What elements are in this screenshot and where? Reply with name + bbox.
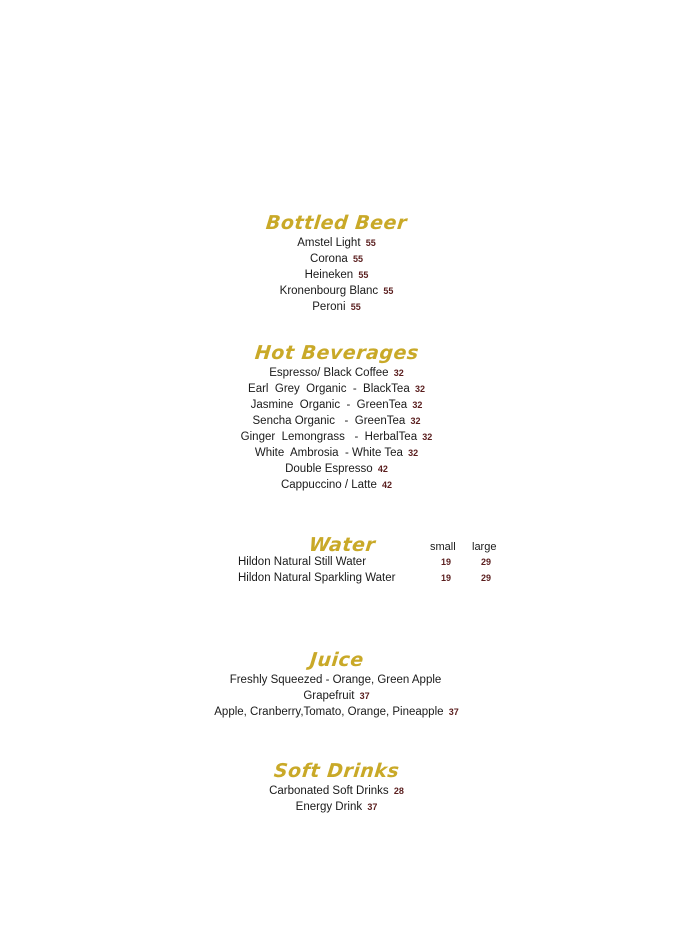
item-name: Hildon Natural Sparkling Water bbox=[238, 572, 396, 584]
section-heading-water: Water bbox=[307, 534, 377, 556]
item-name: Hildon Natural Still Water bbox=[238, 556, 367, 568]
item-name: Apple, Cranberry,Tomato, Orange, Pineapple bbox=[214, 706, 444, 718]
menu-item bbox=[0, 381, 673, 397]
section-heading-hot-beverages: Hot Beverages bbox=[253, 342, 420, 364]
menu-item bbox=[0, 461, 673, 477]
section-hot-beverages bbox=[0, 341, 673, 493]
item-name: Jasmine Organic - GreenTea bbox=[250, 399, 408, 411]
item-name: Amstel Light bbox=[297, 237, 361, 249]
item-price: 32 bbox=[410, 416, 421, 426]
section-heading-bottled-beer: Bottled Beer bbox=[264, 212, 409, 234]
item-price: 55 bbox=[358, 270, 369, 280]
item-name: Espresso/ Black Coffee bbox=[269, 367, 389, 379]
column-header-large: large bbox=[472, 541, 497, 553]
menu-item bbox=[0, 477, 673, 493]
item-name: Kronenbourg Blanc bbox=[279, 285, 379, 297]
item-price: 55 bbox=[383, 286, 394, 296]
item-price: 37 bbox=[448, 707, 459, 717]
item-price: 32 bbox=[422, 432, 433, 442]
menu-item bbox=[0, 397, 673, 413]
menu-item bbox=[238, 570, 395, 586]
item-price-large: 29 bbox=[480, 557, 491, 567]
menu-item bbox=[0, 365, 673, 381]
item-price: 55 bbox=[352, 254, 363, 264]
item-name: Heineken bbox=[304, 269, 354, 281]
item-name: Ginger Lemongrass - HerbalTea bbox=[240, 431, 418, 443]
item-price: 42 bbox=[382, 480, 393, 490]
item-price: 32 bbox=[414, 384, 425, 394]
item-name: White Ambrosia - White Tea bbox=[254, 447, 403, 459]
item-price-small: 19 bbox=[440, 573, 451, 583]
item-name: Corona bbox=[310, 253, 348, 265]
item-price: 55 bbox=[350, 302, 361, 312]
item-name: Double Espresso bbox=[285, 463, 373, 475]
item-price: 32 bbox=[412, 400, 423, 410]
section-water bbox=[0, 533, 673, 593]
section-soft-drinks bbox=[0, 759, 673, 815]
item-name: Freshly Squeezed - Orange, Green Apple bbox=[229, 674, 442, 686]
column-header-small: small bbox=[430, 541, 456, 553]
item-name: Grapefruit bbox=[303, 690, 355, 702]
item-price: 28 bbox=[393, 786, 404, 796]
item-name: Carbonated Soft Drinks bbox=[269, 785, 389, 797]
section-heading-juice: Juice bbox=[308, 649, 365, 671]
menu-item bbox=[0, 688, 673, 704]
item-price: 37 bbox=[359, 691, 370, 701]
menu-item bbox=[0, 299, 673, 315]
item-price: 32 bbox=[408, 448, 419, 458]
menu-item bbox=[0, 413, 673, 429]
item-price: 42 bbox=[377, 464, 388, 474]
menu-item bbox=[0, 672, 673, 688]
menu-item bbox=[0, 235, 673, 251]
item-name: Peroni bbox=[312, 301, 346, 313]
item-name: Cappuccino / Latte bbox=[280, 479, 377, 491]
section-bottled-beer bbox=[0, 211, 673, 315]
menu-item bbox=[0, 799, 673, 815]
menu-item bbox=[0, 783, 673, 799]
item-name: Energy Drink bbox=[295, 801, 363, 813]
menu-item bbox=[0, 251, 673, 267]
item-price-small: 19 bbox=[440, 557, 451, 567]
menu-item bbox=[0, 429, 673, 445]
item-price: 32 bbox=[393, 368, 404, 378]
section-heading-soft-drinks: Soft Drinks bbox=[272, 760, 401, 782]
menu-item bbox=[0, 704, 673, 720]
menu-item bbox=[238, 554, 366, 570]
item-name: Sencha Organic - GreenTea bbox=[252, 415, 406, 427]
item-price: 37 bbox=[367, 802, 378, 812]
menu-item bbox=[0, 445, 673, 461]
item-price: 55 bbox=[365, 238, 376, 248]
item-name: Earl Grey Organic - BlackTea bbox=[248, 383, 410, 395]
menu-item bbox=[0, 267, 673, 283]
section-juice bbox=[0, 648, 673, 720]
menu-item bbox=[0, 283, 673, 299]
item-price-large: 29 bbox=[480, 573, 491, 583]
